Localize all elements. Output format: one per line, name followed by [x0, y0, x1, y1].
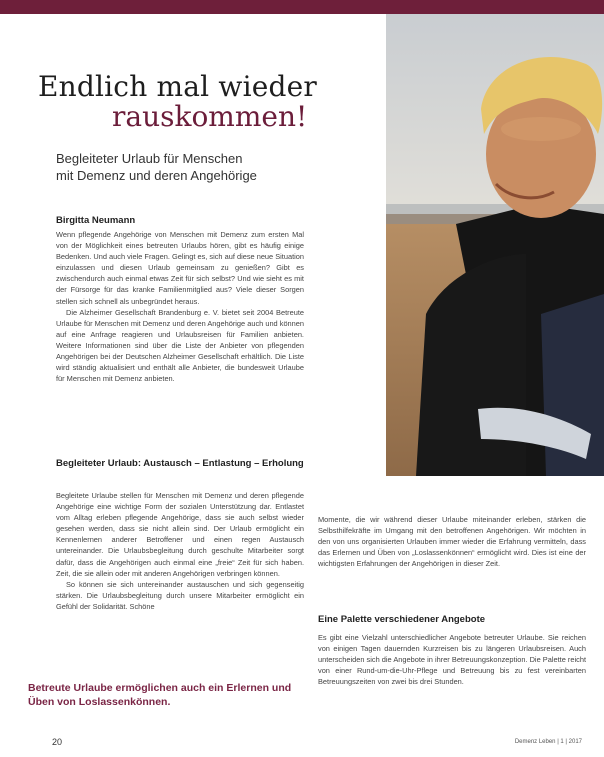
article-title-line2: rauskommen! — [112, 100, 308, 133]
body-paragraph: Es gibt eine Vielzahl unterschiedlicher Angebote betreuter Urlaube. Sie reichen von einigen Tagen dauernden Kurzreisen bis zu längeren Urlaubsreisen. Auch unterscheiden sich die Angebote in ihrer Betreuungskonzeption. Die Palette reicht von einer Rund-um-die-Uhr-Pflege und Betreuung bis zu fest vereinbarten Betreuungszeiten von zwei bis drei Stunden. — [318, 633, 586, 687]
pull-quote: Betreute Urlaube ermöglichen auch ein Erlernen und Üben von Loslassenkönnen. — [28, 682, 292, 708]
intro-column — [56, 229, 304, 384]
article-title-line1: Endlich mal wieder — [38, 70, 317, 103]
body-paragraph: So können sie sich untereinander austauschen und sich gegenseitig stärken. Die Urlaubsbegleitung durch unsere Mitarbeiter ermöglicht ein Gefühl der Solidarität. Schöne — [56, 579, 304, 611]
article-subtitle — [56, 150, 257, 184]
section1-column — [56, 490, 304, 612]
section-heading: Begleiteter Urlaub: Austausch – Entlastung – Erholung — [56, 458, 304, 469]
subtitle-line: mit Demenz und deren Angehörige — [56, 168, 257, 183]
top-color-band — [0, 0, 604, 14]
page-number: 20 — [52, 737, 63, 747]
section1-continued-column — [318, 514, 586, 569]
body-paragraph: Momente, die wir während dieser Urlaube miteinander erleben, stärken die Selbsthilfekräfte im Umgang mit den betroffenen Angehörigen. Wir möchten in den von uns organisierten Urlauben immer wieder die Erfahrung vermitteln, dass das Erlernen und Üben von „Loslassenkönnen“ ermöglicht wird. Dies ist eine der wichtigsten Erfahrungen der Angehörigen in dieser Zeit. — [318, 515, 586, 569]
subtitle-line: Begleiteter Urlaub für Menschen — [56, 151, 243, 166]
body-paragraph: Begleitete Urlaube stellen für Menschen mit Demenz und deren pflegende Angehörige eine wichtige Form der sozialen Unterstützung dar. Entlastet vom Alltag erleben pflegende Angehörige, dass sie auch selbst wieder gesehen werden, dass sie nicht allein sind. Der Urlaub ermöglicht ein Kennenlernen anderer Betroffener und einen regen Austausch untereinander. Die Urlaubsbegleitung durch geschulte Mitarbeiter sorgt dafür, dass die Angehörigen auch einmal eine „freie“ Zeit für sich haben. Zeit, die sie allein oder mit anderen Angehörigen verbringen können. — [56, 491, 304, 578]
hero-photo — [386, 14, 604, 476]
body-paragraph: Wenn pflegende Angehörige von Menschen mit Demenz zum ersten Mal von der Möglichkeit eines betreuten Urlaubs hören, gibt es häufig einige Bedenken. Und auch viele Fragen. Gelingt es, sich auf diese neue Situation einzulassen und diesen Urlaub gemeinsam zu genießen? Gibt es zwischendurch auch einmal etwas Zeit für sich selbst? Und wie sieht es mit der Fürsorge für das kranke Familienmitglied aus? Viele dieser Sorgen stellen sich schnell als unbegründet heraus. — [56, 230, 304, 306]
magazine-footer: Demenz Leben | 1 | 2017 — [514, 739, 582, 745]
body-paragraph: Die Alzheimer Gesellschaft Brandenburg e. V. bietet seit 2004 Betreute Urlaube für Menschen mit Demenz und deren Angehörige auch und können auf eine Anfrage reagieren und Urlaubsreisen für Familien anbieten. Weitere Informationen sind über die Liste der Anbieter von pflegenden Angehörigen bei der Deutschen Alzheimer Gesellschaft erhältlich. Die Liste wird ständig aktualisiert und enthält alle Anbieter, die bundesweit Urlaube für Menschen mit Demenz anbieten. — [56, 307, 304, 384]
section2-column — [318, 632, 586, 687]
section-heading: Eine Palette verschiedener Angebote — [318, 614, 486, 625]
author-name: Birgitta Neumann — [56, 215, 136, 226]
